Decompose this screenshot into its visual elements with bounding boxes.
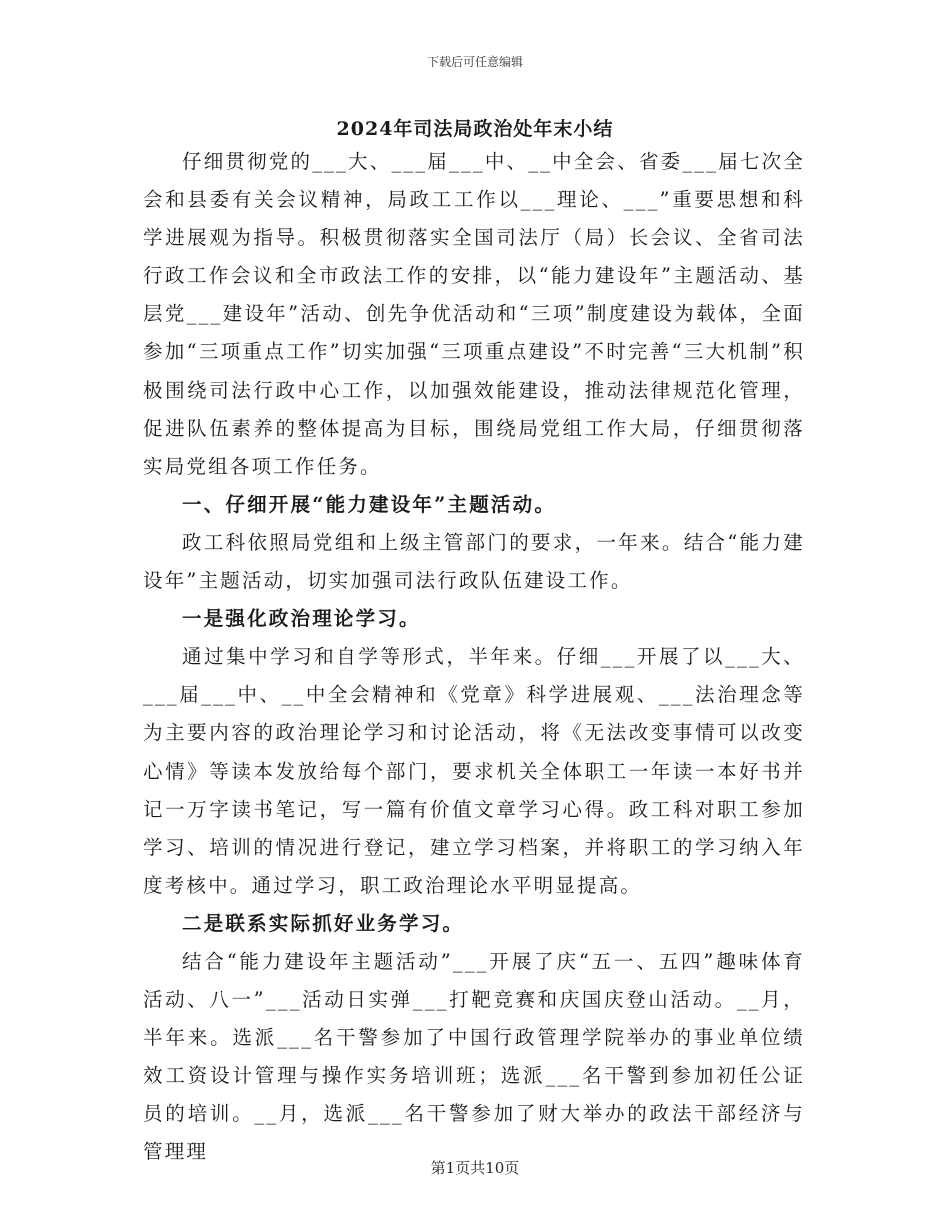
header-note: 下载后可任意编辑 — [426, 55, 523, 69]
paragraph-theory-study: 通过集中学习和自学等形式，半年来。仔细___开展了以___大、___届___中、__中全会精神和《党章》科学进展观、___法治理念等为主要内容的政治理论学习和讨论活动，将《无法改变事情可以改变心情》等读本发放给每个部门，要求机关全体职工一年读一本好书并记一万字读书笔记，写一篇有价值文章学习心得。政工科对职工参加学习、培训的情况进行登记，建立学习档案，并将职工的学习纳入年度考核中。通过学习，职工政治理论水平明显提高。 — [143, 645, 805, 897]
subsection-heading-1: 一是强化政治理论学习。 — [182, 607, 421, 631]
subsection-heading-2: 二是联系实际抓好业务学习。 — [182, 911, 465, 935]
paragraph-section-1: 政工科依照局党组和上级主管部门的要求，一年来。结合“能力建设年”主题活动，切实加强司法行政队伍建设工作。 — [143, 530, 805, 593]
paragraph-intro: 仔细贯彻党的___大、___届___中、__中全会、省委___届七次全会和县委有关会议精神，局政工工作以___理论、___”重要思想和科学进展观为指导。积极贯彻落实全国司法厅（局）长会议、全省司法行政工作会议和全市政法工作的安排，以“能力建设年”主题活动、基层党___建设年”活动、创先争优活动和“三项”制度建设为载体，全面参加“三项重点工作”切实加强“三项重点建设”不时完善“三大机制”积极围绕司法行政中心工作，以加强效能建设，推动法律规范化管理，促进队伍素养的整体提高为目标，围绕局党组工作大局，仔细贯彻落实局党组各项工作任务。 — [143, 150, 806, 478]
document-body — [143, 143, 805, 1172]
paragraph-business-study: 结合“能力建设年主题活动”___开展了庆“五一、五四”趣味体育活动、八一”___活动日实弹___打靶竞赛和庆国庆登山活动。__月，半年来。选派___名干警参加了中国行政管理学院举办的事业单位绩效工资设计管理与操作实务培训班；选派___名干警到参加初任公证员的培训。__月，选派___名干警参加了财大举办的政法干部经济与管理理 — [143, 949, 805, 1164]
page-footer: 第1页共10页 — [430, 1159, 520, 1177]
section-heading-1: 一、仔细开展“能力建设年”主题活动。 — [182, 492, 557, 516]
document-title: 2024年司法局政治处年末小结 — [336, 118, 614, 140]
